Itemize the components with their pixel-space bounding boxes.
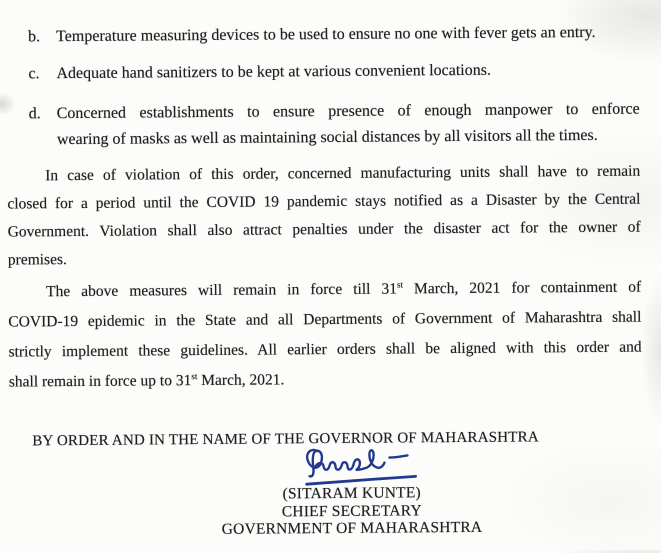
by-order-line: BY ORDER AND IN THE NAME OF THE GOVERNOR OF MAHARASHTRA — [32, 429, 539, 450]
paragraph-violation — [7, 158, 641, 275]
paragraph-line: COVID-19 epidemic in the State and all Departments of Government of Maharashtra shall — [8, 308, 642, 331]
signature-ink — [301, 444, 423, 489]
list-letter-d: d. — [28, 105, 41, 123]
paragraph-line: In case of violation of this order, concerned manufacturing units shall have to remain — [45, 162, 641, 185]
paragraph-line: The above measures will remain in force till 31st March, 2021 for containment of — [46, 278, 642, 301]
list-text-c: Adequate hand sanitizers to be kept at various convenient locations. — [56, 61, 491, 83]
paragraph-line: closed for a period until the COVID 19 pandemic stays notified as a Disaster by the Central — [7, 190, 641, 213]
signatory-block — [202, 484, 502, 539]
paragraph-line: shall remain in force up to 31st March, 2021. — [8, 371, 285, 391]
list-item-b — [28, 22, 632, 49]
list-text-b: Temperature measuring devices to be used to ensure no one with fever gets an entry. — [56, 23, 596, 46]
signatory-title: CHIEF SECRETARY — [281, 501, 422, 520]
paragraph-line: premises. — [7, 251, 67, 269]
list-item-c — [28, 59, 632, 86]
list-text-d-line2: wearing of masks as well as maintaining social distances by all visitors all the times. — [56, 126, 598, 149]
list-letter-b: b. — [28, 28, 41, 46]
signatory-name: (SITARAM KUNTE) — [282, 484, 421, 503]
signature-underline — [307, 476, 416, 484]
signature-scribble — [307, 449, 407, 476]
list-item-d — [29, 97, 640, 154]
signatory-organization: GOVERNMENT OF MAHARASHTRA — [221, 519, 483, 539]
paragraph-measures — [8, 273, 642, 398]
list-text-d-line1: Concerned establishments to ensure presence of enough manpower to enforce — [56, 100, 640, 123]
list-text-d — [57, 97, 640, 154]
list-letter-c: c. — [28, 65, 40, 83]
paragraph-line: strictly implement these guidelines. All earlier orders shall be aligned with this order and — [8, 338, 642, 361]
paragraph-line: Government. Violation shall also attract penalties under the disaster act for the owner of — [7, 218, 641, 241]
